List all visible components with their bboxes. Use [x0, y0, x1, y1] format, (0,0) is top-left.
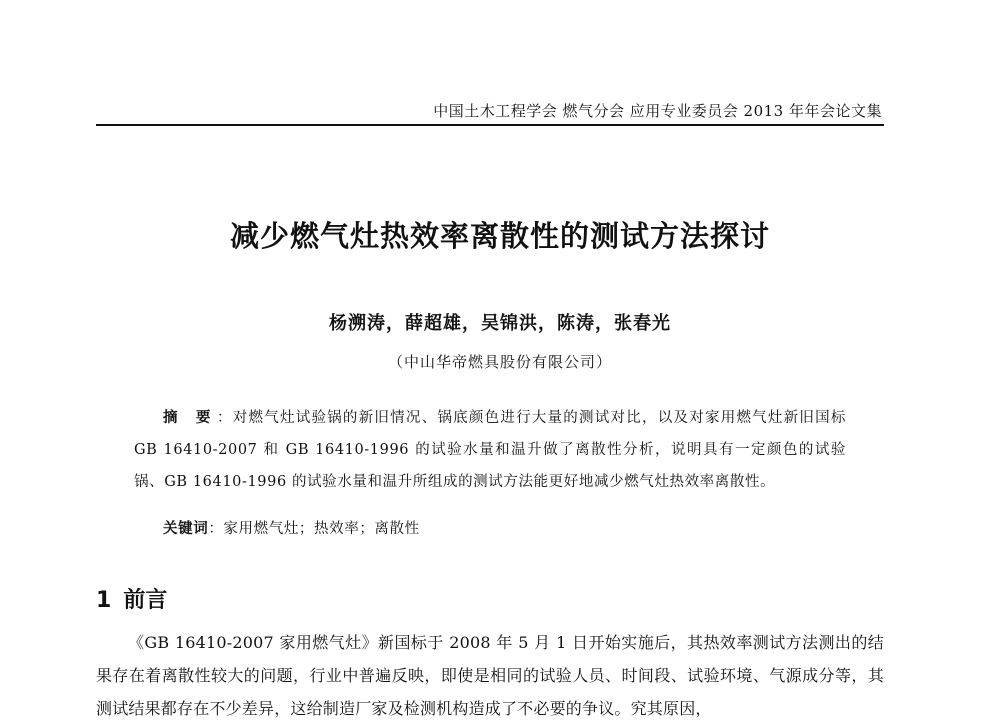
keywords-text: 家用燃气灶；热效率；离散性	[223, 521, 420, 537]
abstract-text: 对燃气灶试验锅的新旧情况、锅底颜色进行大量的测试对比，以及对家用燃气灶新旧国标 GB 16410-2007 和 GB 16410-1996 的试验水量和温升做了离散性分析，说明具有一定颜色的试验锅、GB 16410-1996 的试验水量和温升所组成的测试方法能更好地减少燃气灶热效率离散性。	[134, 410, 846, 490]
header-rule	[96, 124, 884, 126]
section-number: 1	[96, 588, 112, 613]
running-header: 中国土木工程学会 燃气分会 应用专业委员会 2013 年年会论文集	[433, 102, 882, 120]
authors: 杨溯涛，薛超雄，吴锦洪，陈涛，张春光	[329, 313, 671, 334]
keywords	[163, 517, 420, 538]
abstract	[134, 402, 846, 498]
section-body: 《GB 16410-2007 家用燃气灶》新国标于 2008 年 5 月 1 日开始实施后，其热效率测试方法测出的结果存在着离散性较大的问题，行业中普遍反映，即使是相同的试验人员、时间段、试验环境、气源成分等，其测试结果都存在不少差异，这给制造厂家及检测机构造成了不必要的争议。究其原因，	[96, 633, 884, 718]
abstract-label: 摘 要	[163, 410, 217, 426]
section-title: 前言	[123, 588, 168, 613]
keywords-label: 关键词	[163, 521, 209, 537]
keywords-separator: ：	[208, 521, 224, 537]
abstract-separator: ：	[216, 410, 233, 426]
affiliation: （中山华帝燃具股份有限公司）	[387, 353, 612, 371]
section-heading	[96, 583, 167, 614]
paper-title: 减少燃气灶热效率离散性的测试方法探讨	[229, 219, 770, 253]
